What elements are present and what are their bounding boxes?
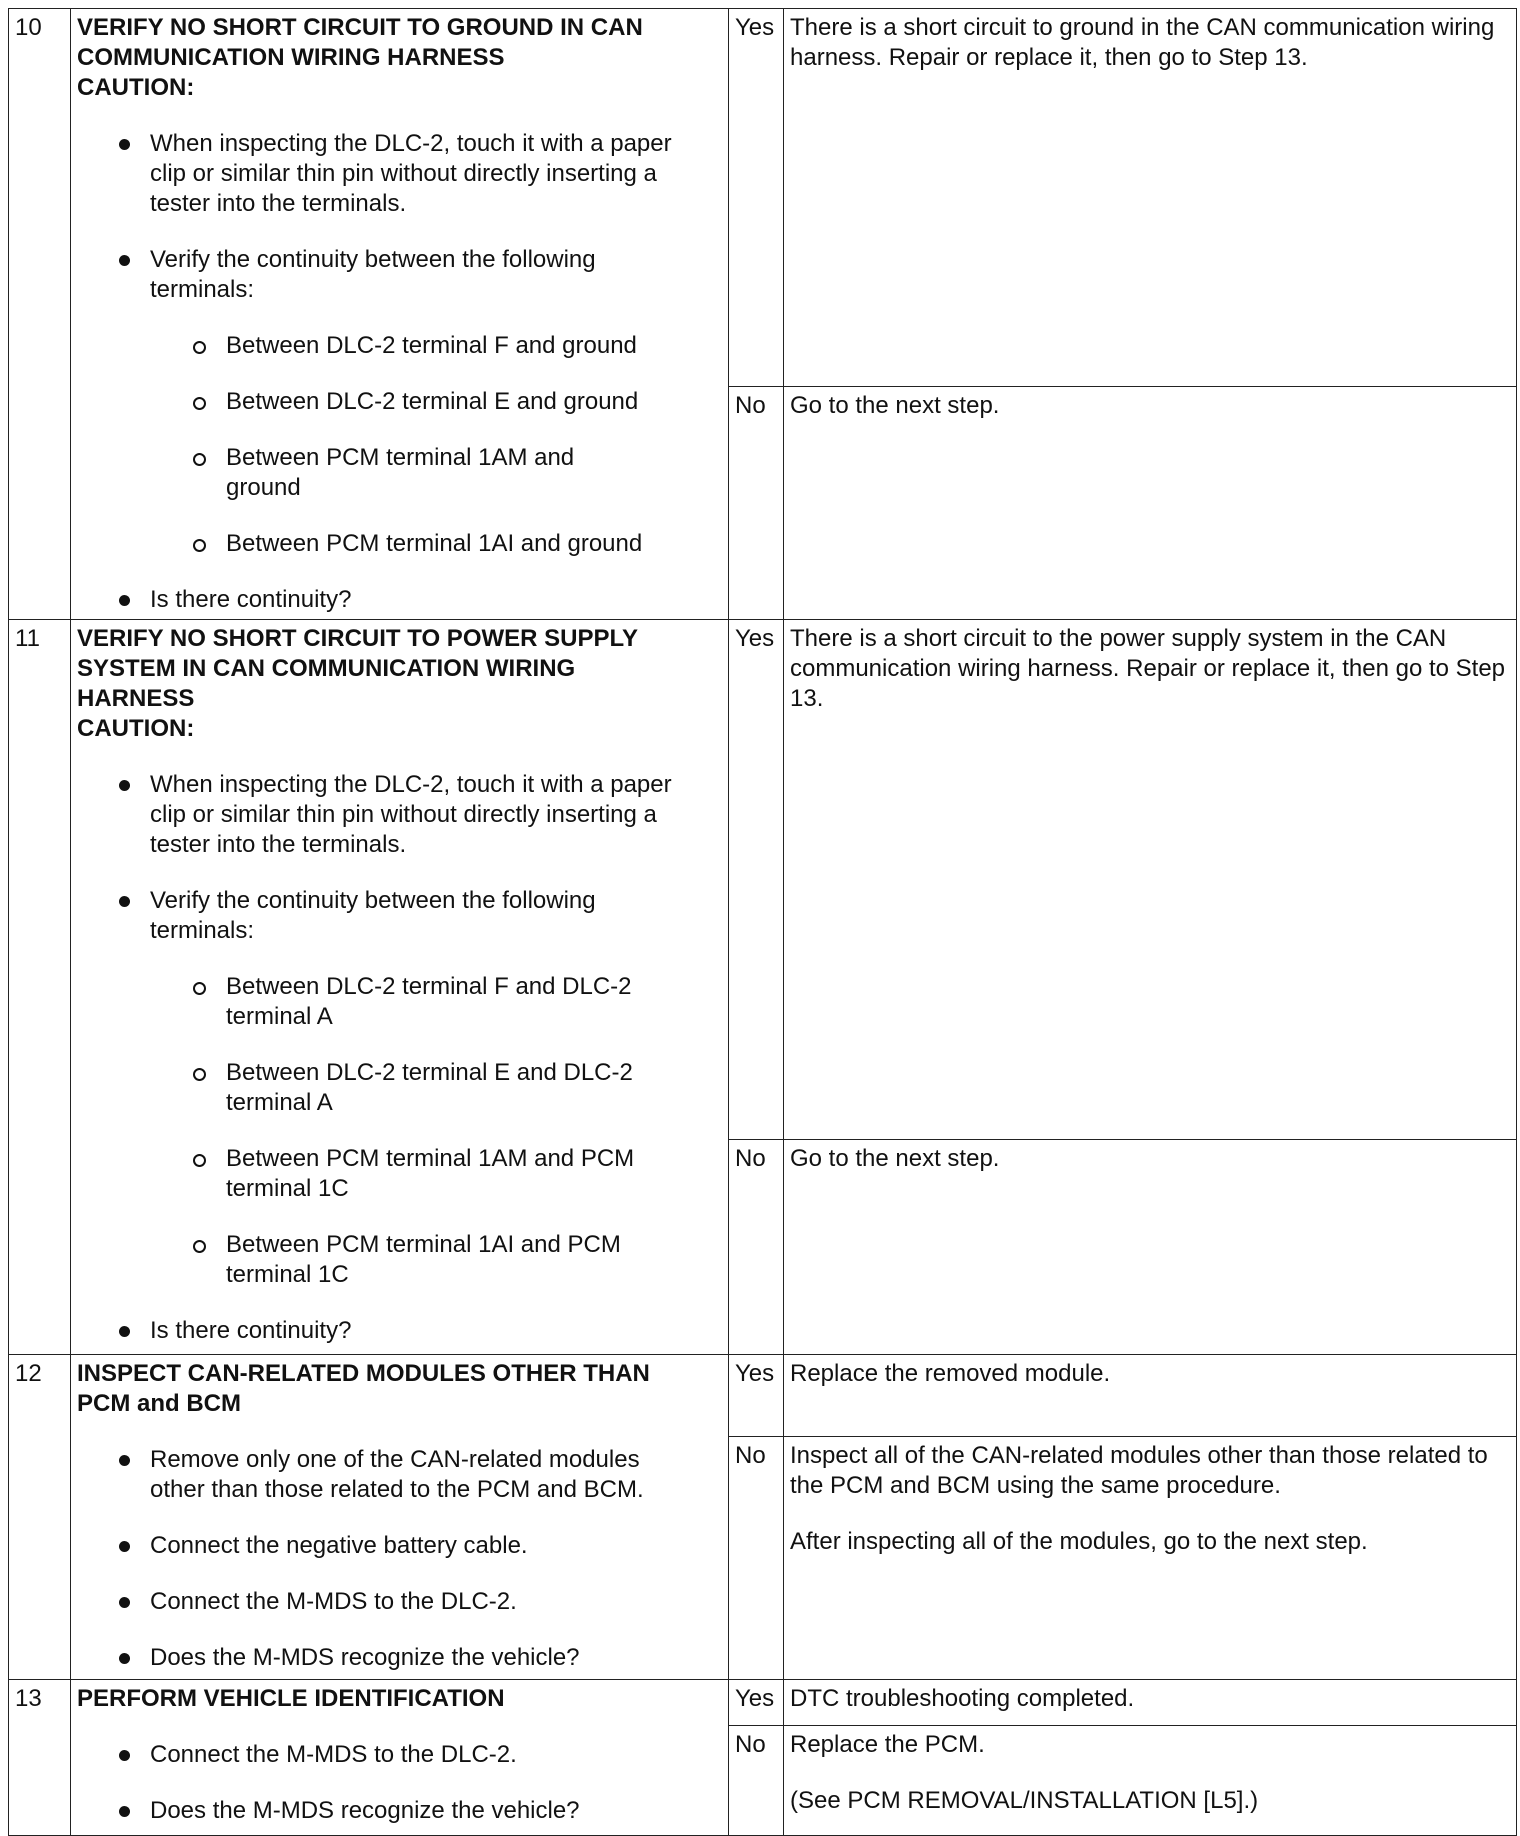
yes-action-text: There is a short circuit to the power supply system in the CAN communication wiring harness. Repair or replace it, then go to Step 13. [790,625,1506,712]
yes-label: Yes [729,1680,784,1726]
step-title [77,13,722,73]
procedure-bullet [117,245,722,559]
step-title-line: HARNESS [77,685,195,712]
bullet-text-line: Remove only one of the CAN-related modules [150,1446,640,1473]
bullet-text [150,129,722,219]
terminal-check-line: Between PCM terminal 1AI and ground [226,530,643,557]
bullet-text-line: Is there continuity? [150,1317,352,1344]
step-procedure [71,1680,729,1836]
terminal-check-line: Between PCM terminal 1AI and PCM [226,1231,621,1258]
terminal-check-line: terminal A [226,1089,333,1116]
no-action-text: After inspecting all of the modules, go to the next step. [790,1528,1368,1555]
bullet-text [150,585,722,615]
bullet-text [150,886,722,946]
terminal-check-item [193,972,722,1032]
no-action [784,1726,1517,1836]
step-row-13 [9,1680,1517,1726]
terminal-check-line: ground [226,474,301,501]
bullet-text [150,770,722,860]
bullet-text-line: terminals: [150,276,255,303]
procedure-bullet [117,886,722,1290]
terminal-check-item [193,331,722,361]
procedure-bullet [117,129,722,219]
terminal-check-item [193,1144,722,1204]
procedure-bullet-list [77,770,722,1346]
procedure-bullet [117,770,722,860]
bullet-text [150,1643,722,1673]
yes-action [784,1355,1517,1437]
step-title [77,1359,722,1419]
caution-label: CAUTION: [77,74,195,101]
no-action-text: Replace the PCM. [790,1731,985,1758]
bullet-text-line: Connect the negative battery cable. [150,1532,528,1559]
step-procedure [71,620,729,1355]
procedure-bullet [117,1643,722,1673]
bullet-text [150,1531,722,1561]
yes-label: Yes [729,620,784,1140]
step-number: 11 [9,620,71,1355]
diagnostic-table-body [9,9,1517,1836]
step-title-line: SYSTEM IN CAN COMMUNICATION WIRING [77,655,576,682]
terminal-check-list [150,972,722,1290]
yes-label: Yes [729,1355,784,1437]
bullet-text-line: terminals: [150,917,255,944]
step-title-line: VERIFY NO SHORT CIRCUIT TO GROUND IN CAN [77,14,643,41]
bullet-text-line: clip or similar thin pin without directly inserting a [150,801,657,828]
yes-label: Yes [729,9,784,387]
bullet-text-line: clip or similar thin pin without directly inserting a [150,160,657,187]
step-title [77,1684,722,1714]
step-number: 10 [9,9,71,620]
bullet-text-line: When inspecting the DLC-2, touch it with a paper [150,771,672,798]
no-action [784,1140,1517,1355]
yes-action [784,620,1517,1140]
bullet-text [150,245,722,305]
step-row-12 [9,1355,1517,1437]
procedure-bullet [117,1587,722,1617]
bullet-text-line: Is there continuity? [150,586,352,613]
bullet-text-line: tester into the terminals. [150,831,407,858]
terminal-check-item [193,387,722,417]
bullet-text [150,1445,722,1505]
bullet-text [150,1316,722,1346]
bullet-text [150,1587,722,1617]
bullet-text-line: Connect the M-MDS to the DLC-2. [150,1588,517,1615]
procedure-bullet-list [77,1445,722,1673]
bullet-text-line: When inspecting the DLC-2, touch it with a paper [150,130,672,157]
step-title-line: PERFORM VEHICLE IDENTIFICATION [77,1685,505,1712]
no-action [784,386,1517,619]
yes-action [784,9,1517,387]
step-number: 12 [9,1355,71,1680]
step-row-10 [9,9,1517,387]
terminal-check-list [150,331,722,559]
terminal-check-line: terminal 1C [226,1175,349,1202]
terminal-check-line: terminal 1C [226,1261,349,1288]
no-label: No [729,1140,784,1355]
terminal-check-line: Between DLC-2 terminal E and DLC-2 [226,1059,633,1086]
terminal-check-item [193,529,722,559]
no-label: No [729,1437,784,1680]
diagnostic-procedure-table [8,8,1517,1836]
no-action-text: Go to the next step. [790,1145,1000,1172]
step-title-line: PCM and BCM [77,1390,241,1417]
bullet-text-line: Verify the continuity between the following [150,887,596,914]
step-title-line: VERIFY NO SHORT CIRCUIT TO POWER SUPPLY [77,625,638,652]
bullet-text [150,1740,722,1770]
procedure-bullet [117,1531,722,1561]
procedure-bullet [117,1445,722,1505]
yes-action-text: DTC troubleshooting completed. [790,1685,1135,1712]
step-procedure [71,1355,729,1680]
no-action [784,1437,1517,1680]
bullet-text-line: tester into the terminals. [150,190,407,217]
procedure-bullet-list [77,1740,722,1826]
yes-action [784,1680,1517,1726]
bullet-text-line: Verify the continuity between the following [150,246,596,273]
no-action-text: Inspect all of the CAN-related modules other than those related to the PCM and BCM using the same procedure. [790,1442,1488,1499]
bullet-text-line: Connect the M-MDS to the DLC-2. [150,1741,517,1768]
terminal-check-item [193,1230,722,1290]
no-label: No [729,386,784,619]
bullet-text-line: Does the M-MDS recognize the vehicle? [150,1797,580,1824]
step-row-11 [9,620,1517,1140]
terminal-check-line: Between PCM terminal 1AM and [226,444,575,471]
caution-label: CAUTION: [77,715,195,742]
step-title-line: INSPECT CAN-RELATED MODULES OTHER THAN [77,1360,650,1387]
no-action-text: Go to the next step. [790,391,1000,419]
terminal-check-line: terminal A [226,1003,333,1030]
bullet-text-line: other than those related to the PCM and BCM. [150,1476,644,1503]
terminal-check-item [193,1058,722,1118]
procedure-bullet-list [77,129,722,615]
procedure-bullet [117,1740,722,1770]
step-number: 13 [9,1680,71,1836]
no-action-text: (See PCM REMOVAL/INSTALLATION [L5].) [790,1787,1259,1814]
bullet-text-line: Does the M-MDS recognize the vehicle? [150,1644,580,1671]
step-procedure [71,9,729,620]
procedure-bullet [117,585,722,615]
step-title [77,624,722,714]
step-title-line: COMMUNICATION WIRING HARNESS [77,44,505,71]
yes-action-text: Replace the removed module. [790,1360,1111,1387]
no-label: No [729,1726,784,1836]
procedure-bullet [117,1316,722,1346]
yes-action-text: There is a short circuit to ground in the CAN communication wiring harness. Repair or replace it, then go to Step 13. [790,14,1495,71]
terminal-check-line: Between PCM terminal 1AM and PCM [226,1145,635,1172]
terminal-check-line: Between DLC-2 terminal F and DLC-2 [226,973,632,1000]
terminal-check-item [193,443,722,503]
terminal-check-line: Between DLC-2 terminal E and ground [226,388,639,415]
terminal-check-line: Between DLC-2 terminal F and ground [226,332,637,359]
